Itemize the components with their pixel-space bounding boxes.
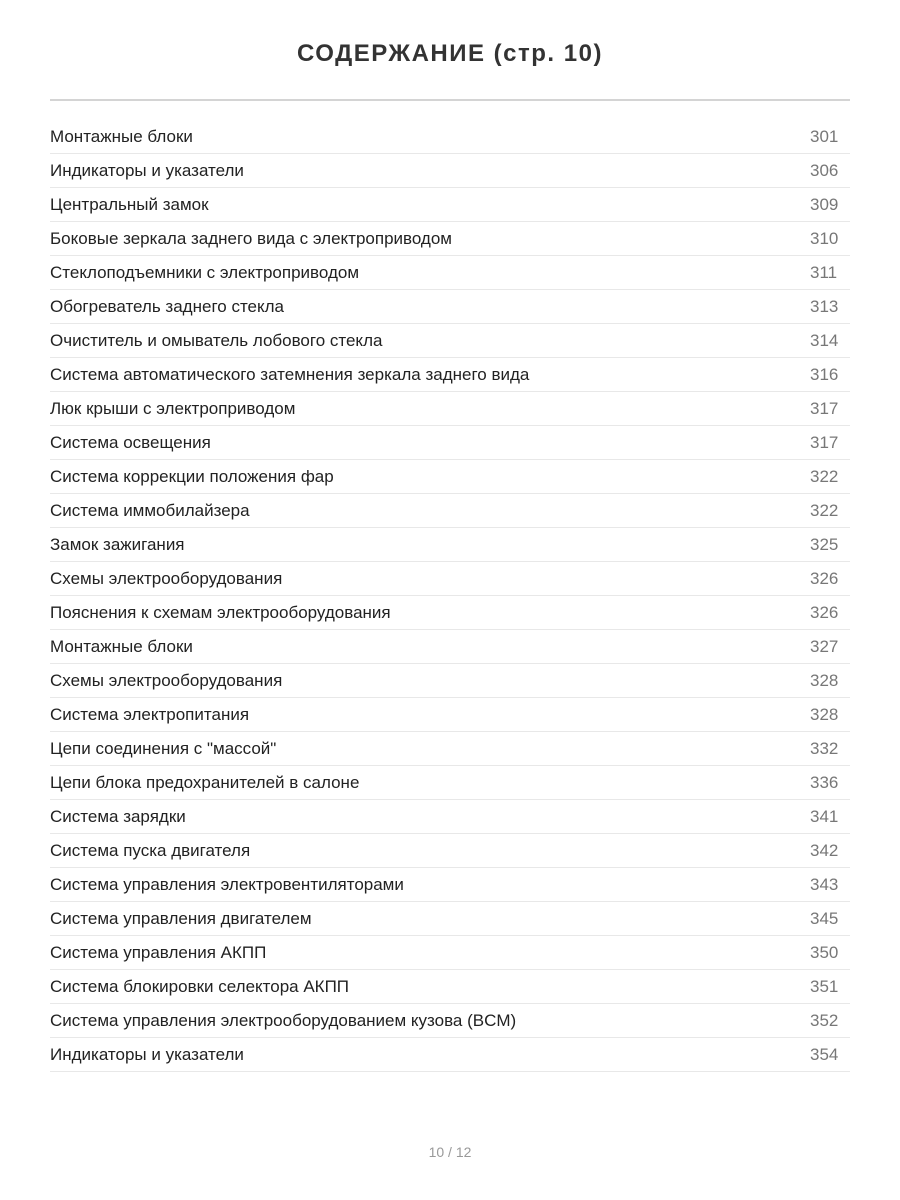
- toc-entry-page-number: 311: [810, 262, 838, 282]
- toc-entry[interactable]: [50, 1038, 850, 1072]
- toc-entry-page-number: 343: [810, 874, 839, 894]
- toc-entry-page-number: 336: [810, 772, 839, 792]
- toc-entry[interactable]: [50, 732, 850, 766]
- toc-entry-title: Система управления АКПП: [50, 942, 267, 962]
- toc-entry-title: Монтажные блоки: [50, 126, 193, 146]
- toc-entry[interactable]: [50, 426, 850, 460]
- toc-entry[interactable]: [50, 630, 850, 664]
- toc-entry-page-number: 326: [810, 602, 839, 622]
- toc-entry-title: Система блокировки селектора АКПП: [50, 976, 350, 996]
- toc-entry[interactable]: [50, 936, 850, 970]
- toc-entry-title: Люк крыши с электроприводом: [50, 398, 296, 418]
- toc-entry-page-number: 301: [810, 126, 839, 146]
- toc-entry-page-number: 328: [810, 670, 839, 690]
- toc-entry-page-number: 309: [810, 194, 839, 214]
- toc-entry[interactable]: [50, 596, 850, 630]
- toc-entry[interactable]: [50, 766, 850, 800]
- toc-entry-title: Система управления двигателем: [50, 908, 312, 928]
- toc-entry-page-number: 316: [810, 364, 839, 384]
- toc-entry[interactable]: [50, 154, 850, 188]
- table-of-contents: [50, 120, 850, 1072]
- toc-entry-page-number: 322: [810, 466, 839, 486]
- toc-entry-title: Индикаторы и указатели: [50, 1044, 244, 1064]
- title-divider: [50, 99, 850, 101]
- toc-entry[interactable]: [50, 120, 850, 154]
- toc-entry[interactable]: [50, 494, 850, 528]
- toc-entry-page-number: 352: [810, 1010, 839, 1030]
- toc-entry-page-number: 326: [810, 568, 839, 588]
- toc-entry-title: Пояснения к схемам электрооборудования: [50, 602, 391, 622]
- toc-entry[interactable]: [50, 392, 850, 426]
- toc-entry-title: Система управления электровентиляторами: [50, 874, 404, 894]
- toc-entry-page-number: 325: [810, 534, 839, 554]
- toc-entry-title: Индикаторы и указатели: [50, 160, 244, 180]
- toc-entry-page-number: 317: [810, 398, 839, 418]
- toc-entry[interactable]: [50, 358, 850, 392]
- toc-entry-title: Обогреватель заднего стекла: [50, 296, 284, 316]
- toc-entry-title: Замок зажигания: [50, 534, 185, 554]
- toc-entry-page-number: 314: [810, 330, 839, 350]
- toc-entry-title: Система освещения: [50, 432, 211, 452]
- toc-entry-title: Система управления электрооборудованием кузова (BCM): [50, 1010, 517, 1030]
- toc-entry[interactable]: [50, 970, 850, 1004]
- toc-entry[interactable]: [50, 698, 850, 732]
- toc-entry-title: Схемы электрооборудования: [50, 568, 283, 588]
- toc-entry[interactable]: [50, 290, 850, 324]
- toc-entry[interactable]: [50, 528, 850, 562]
- toc-entry-page-number: 322: [810, 500, 839, 520]
- page-counter: 10 / 12: [428, 1144, 472, 1160]
- toc-entry-title: Цепи соединения с "массой": [50, 738, 277, 758]
- toc-entry-title: Система автоматического затемнения зеркала заднего вида: [50, 364, 530, 384]
- toc-entry-page-number: 354: [810, 1044, 839, 1064]
- toc-entry[interactable]: [50, 222, 850, 256]
- toc-entry-page-number: 332: [810, 738, 839, 758]
- toc-entry[interactable]: [50, 1004, 850, 1038]
- toc-entry-page-number: 350: [810, 942, 839, 962]
- toc-entry-page-number: 328: [810, 704, 839, 724]
- toc-entry-page-number: 327: [810, 636, 839, 656]
- toc-entry-title: Система пуска двигателя: [50, 840, 251, 860]
- toc-entry-title: Очиститель и омыватель лобового стекла: [50, 330, 383, 350]
- toc-entry-title: Система зарядки: [50, 806, 186, 826]
- toc-entry-title: Система электропитания: [50, 704, 250, 724]
- toc-entry-title: Боковые зеркала заднего вида с электроприводом: [50, 228, 452, 248]
- toc-entry-title: Монтажные блоки: [50, 636, 193, 656]
- toc-entry[interactable]: [50, 188, 850, 222]
- toc-entry-page-number: 313: [810, 296, 839, 316]
- toc-entry-page-number: 317: [810, 432, 839, 452]
- toc-entry[interactable]: [50, 664, 850, 698]
- toc-entry[interactable]: [50, 324, 850, 358]
- toc-entry[interactable]: [50, 800, 850, 834]
- toc-entry-title: Система коррекции положения фар: [50, 466, 334, 486]
- toc-entry-page-number: 351: [810, 976, 839, 996]
- toc-entry-title: Схемы электрооборудования: [50, 670, 283, 690]
- toc-entry-page-number: 345: [810, 908, 839, 928]
- toc-entry-page-number: 342: [810, 840, 839, 860]
- toc-entry-title: Стеклоподъемники с электроприводом: [50, 262, 360, 282]
- toc-entry-title: Система иммобилайзера: [50, 500, 250, 520]
- toc-entry-page-number: 341: [810, 806, 839, 826]
- toc-entry-title: Цепи блока предохранителей в салоне: [50, 772, 360, 792]
- toc-entry[interactable]: [50, 902, 850, 936]
- toc-entry[interactable]: [50, 834, 850, 868]
- toc-entry[interactable]: [50, 562, 850, 596]
- toc-entry[interactable]: [50, 868, 850, 902]
- toc-entry-title: Центральный замок: [50, 194, 209, 214]
- toc-entry-page-number: 306: [810, 160, 839, 180]
- toc-entry[interactable]: [50, 256, 850, 290]
- toc-entry-page-number: 310: [810, 228, 839, 248]
- page-title: СОДЕРЖАНИЕ (стр. 10): [297, 40, 603, 67]
- toc-entry[interactable]: [50, 460, 850, 494]
